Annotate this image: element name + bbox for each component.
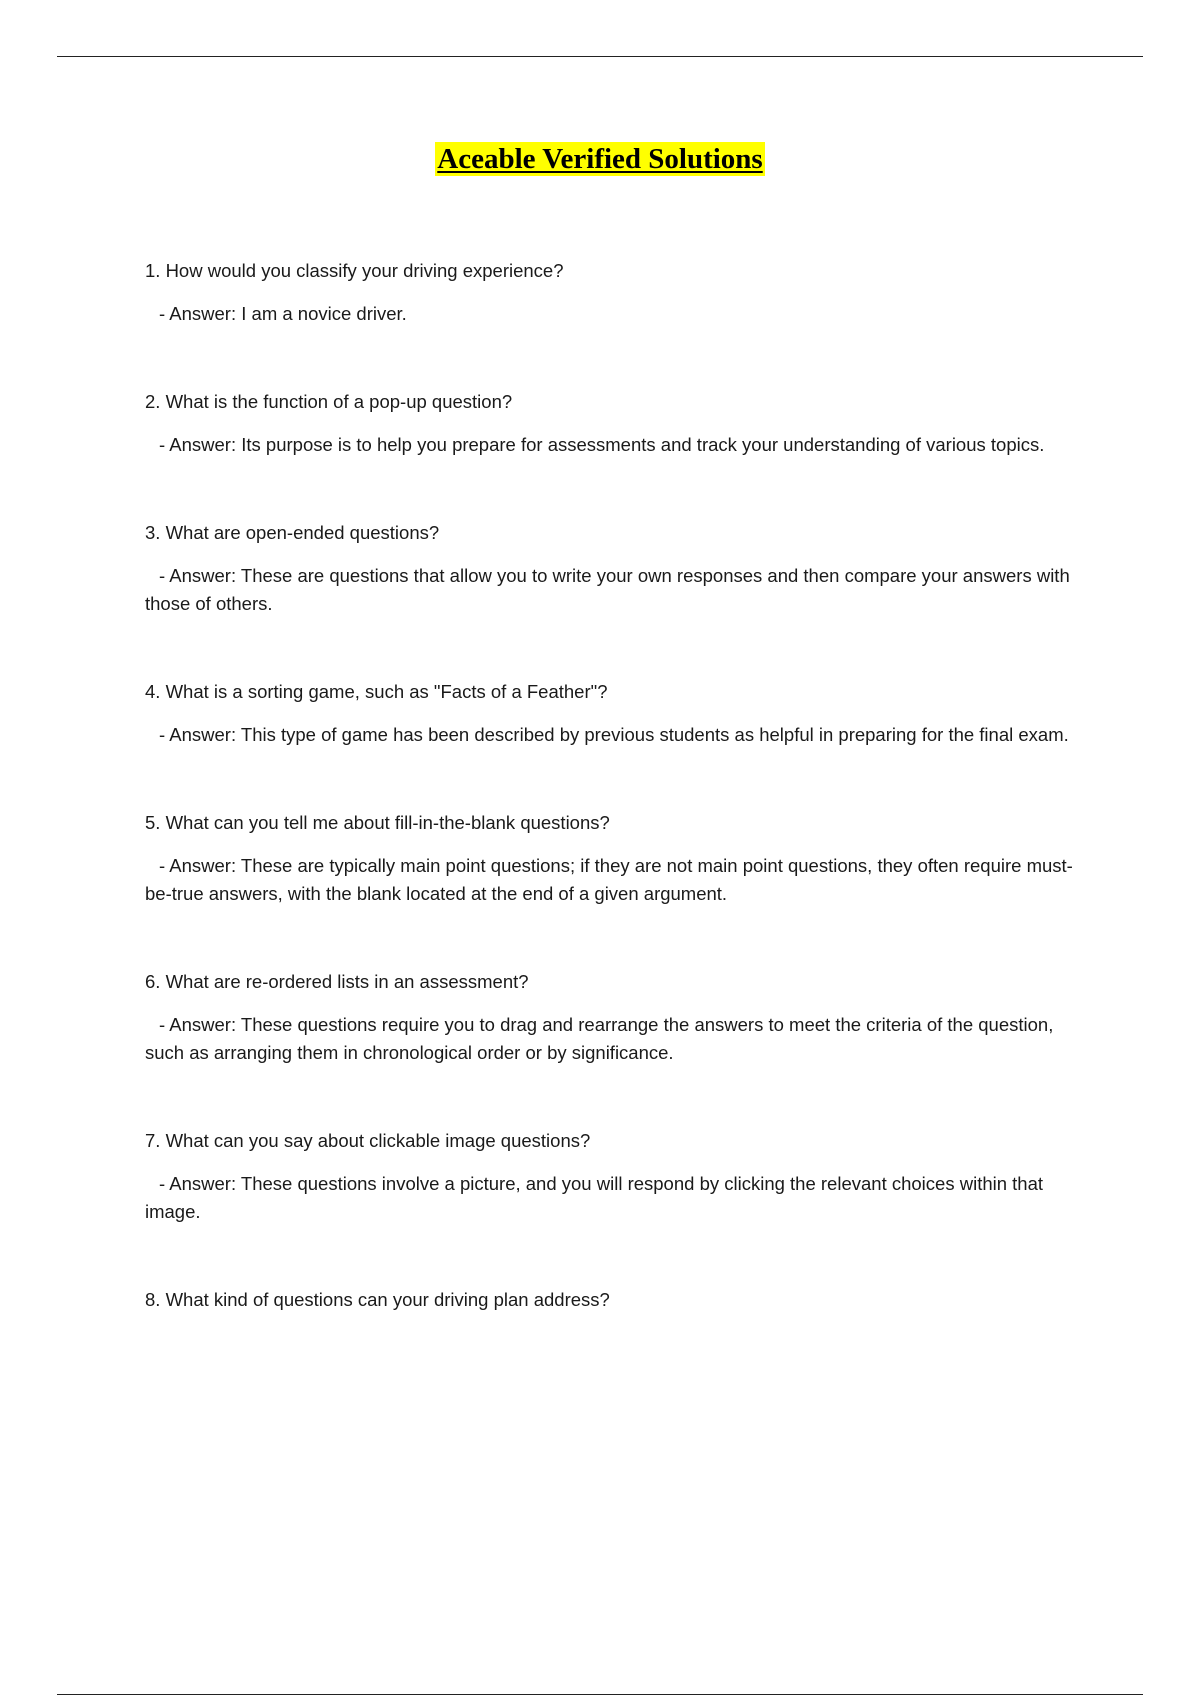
question-4: 4. What is a sorting game, such as "Facts of a Feather"? (145, 681, 608, 702)
title-container (0, 142, 1200, 176)
qa-item-6 (145, 968, 1080, 1067)
header-rule (57, 56, 1143, 57)
answer-1: - Answer: I am a novice driver. (159, 303, 407, 324)
footer-rule (57, 1694, 1143, 1695)
answer-7: - Answer: These questions involve a picture, and you will respond by clicking the relevant choices within that image. (145, 1173, 1044, 1222)
qa-item-7 (145, 1127, 1080, 1226)
question-3: 3. What are open-ended questions? (145, 522, 440, 543)
answer-4: - Answer: This type of game has been described by previous students as helpful in preparing for the final exam. (159, 724, 1069, 745)
question-5: 5. What can you tell me about fill-in-the-blank questions? (145, 812, 610, 833)
question-6: 6. What are re-ordered lists in an assessment? (145, 971, 529, 992)
qa-item-5 (145, 809, 1080, 908)
answer-6: - Answer: These questions require you to drag and rearrange the answers to meet the criteria of the question, such as arranging them in chronological order or by significance. (145, 1014, 1054, 1063)
answer-5: - Answer: These are typically main point questions; if they are not main point questions, they often require must-be-true answers, with the blank located at the end of a given argument. (145, 855, 1073, 904)
answer-2: - Answer: Its purpose is to help you prepare for assessments and track your understanding of various topics. (159, 434, 1045, 455)
qa-item-2 (145, 388, 1080, 459)
qa-item-8 (145, 1286, 1080, 1314)
answer-3: - Answer: These are questions that allow you to write your own responses and then compare your answers with those of others. (145, 565, 1070, 614)
question-1: 1. How would you classify your driving experience? (145, 260, 564, 281)
qa-list (145, 257, 1080, 1374)
qa-item-1 (145, 257, 1080, 328)
question-7: 7. What can you say about clickable image questions? (145, 1130, 591, 1151)
document-title: Aceable Verified Solutions (437, 143, 763, 175)
qa-item-4 (145, 678, 1080, 749)
question-8: 8. What kind of questions can your driving plan address? (145, 1289, 610, 1310)
question-2: 2. What is the function of a pop-up question? (145, 391, 513, 412)
qa-item-3 (145, 519, 1080, 618)
